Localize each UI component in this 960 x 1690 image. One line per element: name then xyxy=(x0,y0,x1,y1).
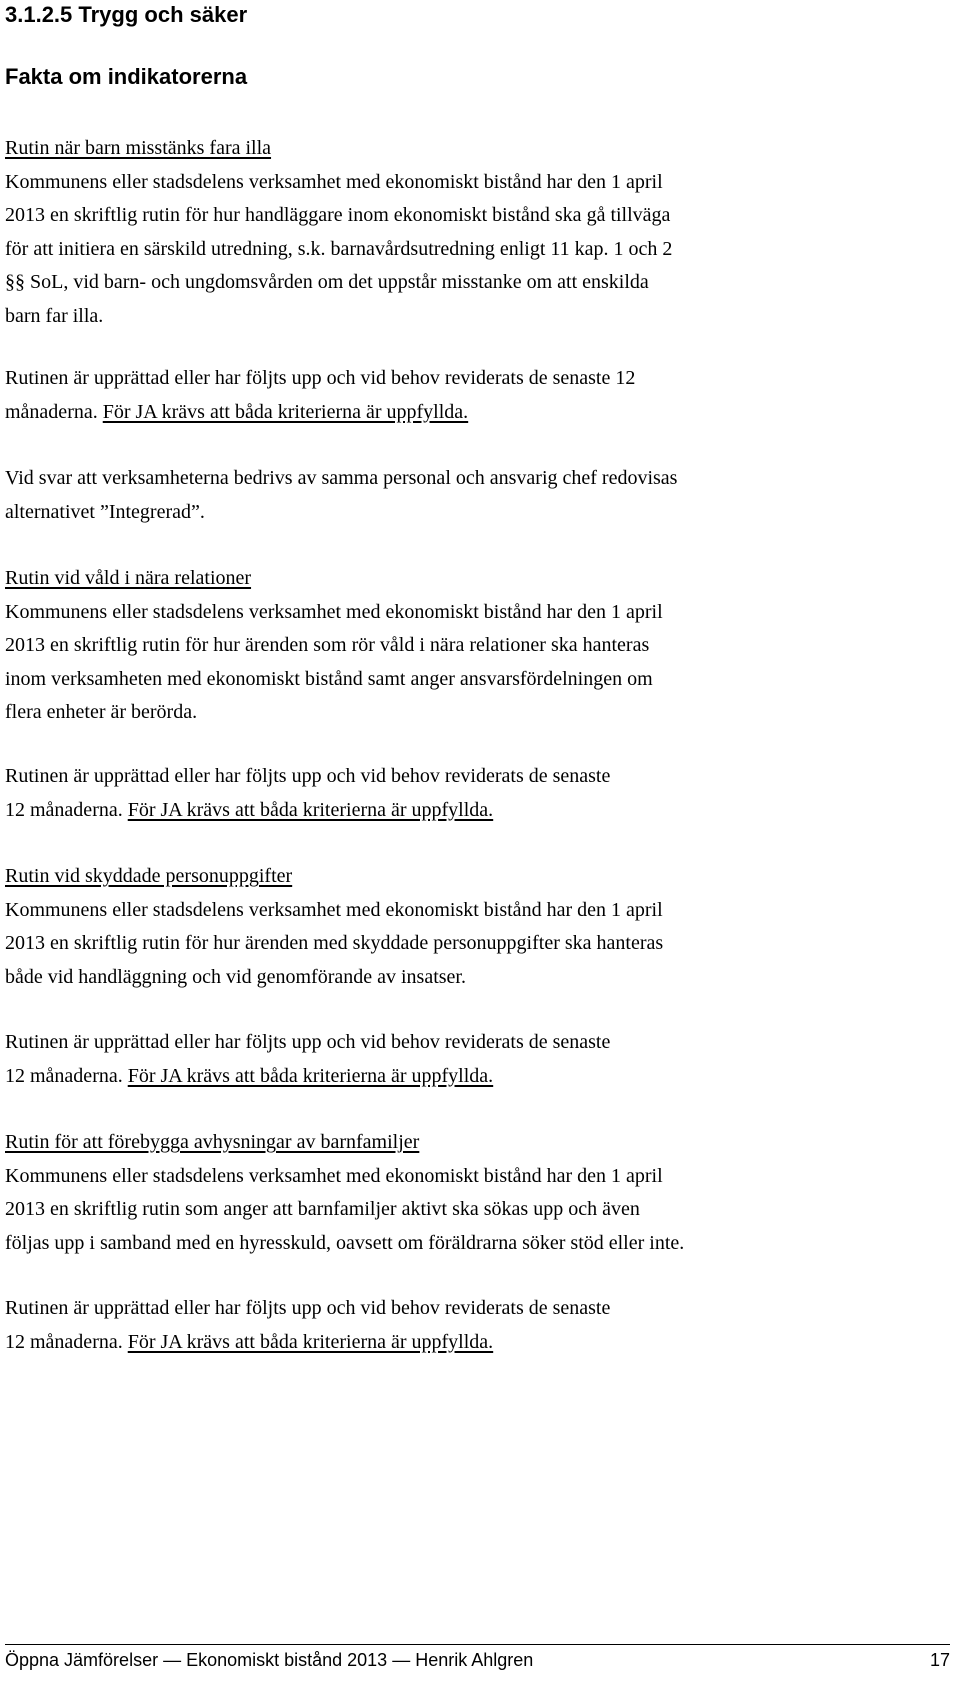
criteria-line: Rutinen är upprättad eller har följts upp och vid behov reviderats de senaste xyxy=(5,1297,611,1319)
body-line: följas upp i samband med en hyresskuld, oavsett om föräldrarna söker stöd eller inte. xyxy=(5,1231,685,1254)
criteria-line: Rutinen är upprättad eller har följts upp och vid behov reviderats de senaste xyxy=(5,1031,611,1053)
section-heading: 3.1.2.5 Trygg och säker xyxy=(5,2,248,27)
body-line: 2013 en skriftlig rutin som anger att barnfamiljer aktivt ska sökas upp och även xyxy=(5,1198,640,1220)
page-number: 17 xyxy=(929,1650,950,1670)
routine-title: Rutin vid våld i nära relationer xyxy=(5,567,252,589)
body-line: för att initiera en särskild utredning, s.k. barnavårdsutredning enligt 11 kap. 1 och 2 xyxy=(5,237,673,260)
routine-title: Rutin vid skyddade personuppgifter xyxy=(5,865,293,887)
facts-heading: Fakta om indikatorerna xyxy=(5,64,248,89)
criteria-line xyxy=(5,396,950,430)
body-line: Kommunens eller stadsdelens verksamhet med ekonomiskt bistånd har den 1 april xyxy=(5,600,663,623)
footer-divider xyxy=(5,1644,950,1645)
page-footer xyxy=(5,1650,950,1680)
routine-protected-personal-data-criteria xyxy=(5,1026,950,1093)
body-line: inom verksamheten med ekonomiskt bistånd samt anger ansvarsfördelningen om xyxy=(5,667,653,690)
criteria-text: 12 månaderna. xyxy=(5,798,128,821)
routine-title: Rutin när barn misstänks fara illa xyxy=(5,137,272,159)
criteria-line xyxy=(5,1326,950,1360)
routine-eviction-prevention xyxy=(5,1126,950,1260)
criteria-text: månaderna. xyxy=(5,400,103,423)
routine-title: Rutin för att förebygga avhysningar av barnfamiljer xyxy=(5,1131,420,1153)
body-line: Kommunens eller stadsdelens verksamhet med ekonomiskt bistånd har den 1 april xyxy=(5,170,663,193)
body-line: flera enheter är berörda. xyxy=(5,701,198,723)
criteria-requirement: För JA krävs att båda kriterierna är uppfyllda. xyxy=(102,400,469,423)
criteria-line: Rutinen är upprättad eller har följts upp och vid behov reviderats de senaste xyxy=(5,765,611,787)
criteria-requirement: För JA krävs att båda kriterierna är uppfyllda. xyxy=(127,798,494,821)
body-line: 2013 en skriftlig rutin för hur ärenden med skyddade personuppgifter ska hanteras xyxy=(5,932,664,954)
criteria-line: Rutinen är upprättad eller har följts upp och vid behov reviderats de senaste 12 xyxy=(5,367,636,389)
routine-child-at-risk xyxy=(5,132,950,333)
routine-domestic-violence xyxy=(5,562,950,730)
body-line: barn far illa. xyxy=(5,304,104,327)
routine-eviction-prevention-criteria xyxy=(5,1292,950,1359)
criteria-line xyxy=(5,1060,950,1094)
body-line: 2013 en skriftlig rutin för hur ärenden som rör våld i nära relationer ska hanteras xyxy=(5,634,650,656)
body-line: 2013 en skriftlig rutin för hur handläggare inom ekonomiskt bistånd ska gå tillväga xyxy=(5,204,671,226)
criteria-text: 12 månaderna. xyxy=(5,1064,128,1087)
integrated-note xyxy=(5,462,950,529)
routine-child-at-risk-criteria xyxy=(5,362,950,429)
note-line: Vid svar att verksamheterna bedrivs av samma personal och ansvarig chef redovisas xyxy=(5,467,678,489)
body-line: både vid handläggning och vid genomförande av insatser. xyxy=(5,965,466,988)
criteria-line xyxy=(5,794,950,828)
criteria-text: 12 månaderna. xyxy=(5,1330,128,1353)
footer-text: Öppna Jämförelser — Ekonomiskt bistånd 2013 — Henrik Ahlgren xyxy=(5,1650,534,1670)
note-line: alternativet ”Integrerad”. xyxy=(5,500,205,523)
body-line: Kommunens eller stadsdelens verksamhet med ekonomiskt bistånd har den 1 april xyxy=(5,1164,663,1187)
routine-protected-personal-data xyxy=(5,860,950,994)
criteria-requirement: För JA krävs att båda kriterierna är uppfyllda. xyxy=(127,1064,494,1087)
body-line: Kommunens eller stadsdelens verksamhet med ekonomiskt bistånd har den 1 april xyxy=(5,898,663,921)
criteria-requirement: För JA krävs att båda kriterierna är uppfyllda. xyxy=(127,1330,494,1353)
body-line: §§ SoL, vid barn- och ungdomsvården om det uppstår misstanke om att enskilda xyxy=(5,271,649,293)
routine-domestic-violence-criteria xyxy=(5,760,950,827)
